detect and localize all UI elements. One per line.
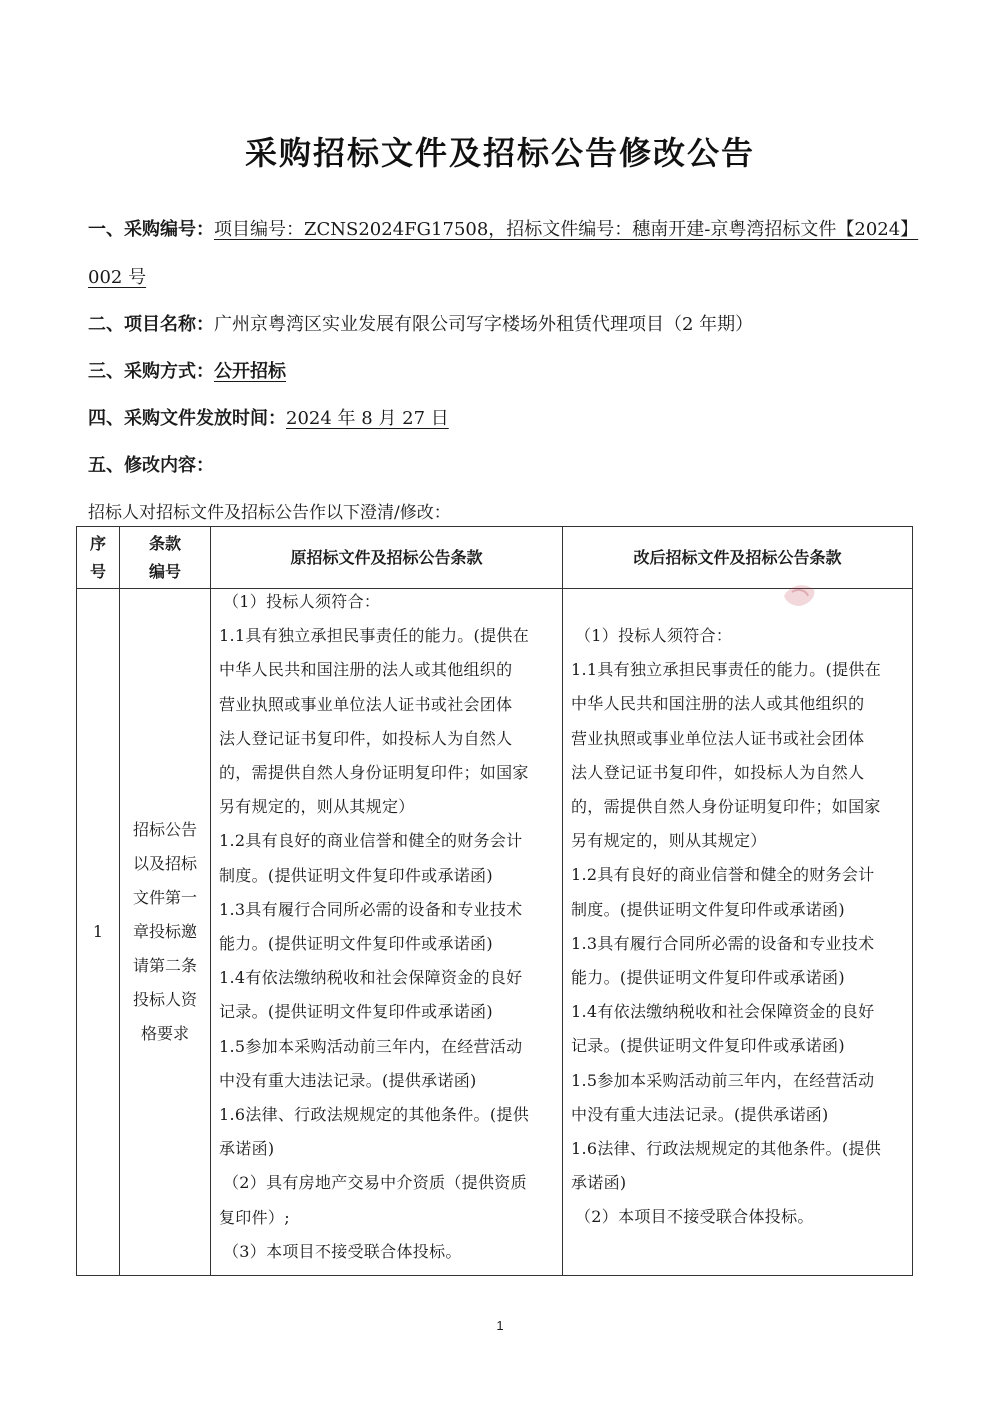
original-line: 能力。(提供证明文件复印件或承诺函) [219, 934, 493, 954]
revised-line: 记录。(提供证明文件复印件或承诺函) [571, 1036, 845, 1056]
procurement-number-continued [88, 265, 146, 291]
clause-line: 格要求 [140, 1024, 189, 1043]
header-seq [77, 527, 120, 589]
revised-line: （1）投标人须符合： [575, 626, 733, 645]
revised-line: 1.3具有履行合同所必需的设备和专业技术 [571, 933, 875, 953]
original-line: 复印件）; [219, 1207, 290, 1227]
amendment-content-field [88, 453, 214, 479]
revised-line: 1.1具有独立承担民事责任的能力。(提供在 [571, 660, 881, 680]
clause-line: 文件第一 [132, 888, 197, 907]
revised-line: 中华人民共和国注册的法人或其他组织的 [571, 694, 865, 714]
issue-time-value: 2024 年 8 月 27 日 [286, 408, 449, 429]
original-line: 的，需提供自然人身份证明复印件；如国家 [219, 763, 529, 783]
revised-line: 制度。(提供证明文件复印件或承诺函) [571, 899, 845, 919]
revised-line: 1.6法律、行政法规规定的其他条件。(提供 [571, 1139, 881, 1159]
original-line: （2）具有房地产交易中介资质（提供资质 [223, 1173, 527, 1193]
red-stamp-mark [780, 578, 820, 612]
procurement-number-value: 项目编号：ZCNS2024FG17508，招标文件编号：穗南开建-京粤湾招标文件【2024】 [214, 219, 919, 240]
header-clause-line2: 编号 [148, 561, 181, 581]
row-revised-clause [563, 589, 913, 1276]
amendment-content-label: 五、修改内容： [88, 455, 214, 476]
revised-line: 法人登记证书复印件，如投标人为自然人 [571, 762, 865, 782]
original-line: 1.6法律、行政法规规定的其他条件。(提供 [219, 1105, 529, 1125]
procurement-number-value-line2: 002 号 [88, 267, 147, 288]
original-line: 1.3具有履行合同所必需的设备和专业技术 [219, 899, 523, 919]
revised-line: 1.4有依法缴纳税收和社会保障资金的良好 [571, 1002, 875, 1022]
clause-line: 投标人资 [132, 990, 197, 1009]
header-original-clause: 原招标文件及招标公告条款 [211, 527, 563, 589]
revised-line: 能力。(提供证明文件复印件或承诺函) [571, 968, 845, 988]
revised-line: 1.5参加本采购活动前三年内，在经营活动 [571, 1070, 875, 1090]
revised-line: 营业执照或事业单位法人证书或社会团体 [571, 728, 865, 748]
project-name-label: 二、项目名称： [88, 314, 214, 335]
header-clause-no [120, 527, 211, 589]
procurement-number-field [88, 217, 918, 243]
original-line: 1.2具有良好的商业信誉和健全的财务会计 [219, 831, 523, 851]
header-seq-line1: 序 [89, 533, 106, 553]
amendment-table [76, 526, 913, 1276]
original-line: 中华人民共和国注册的法人或其他组织的 [219, 660, 513, 680]
procurement-number-label: 一、采购编号： [88, 219, 214, 240]
procurement-method-field [88, 359, 286, 385]
project-name-field [88, 312, 753, 338]
revised-line: 1.2具有良好的商业信誉和健全的财务会计 [571, 865, 875, 885]
original-line: 另有规定的，则从其规定） [219, 797, 415, 817]
amendment-intro: 招标人对招标文件及招标公告作以下澄清/修改： [88, 503, 451, 523]
revised-line: （2）本项目不接受联合体投标。 [575, 1207, 814, 1227]
revised-line: 的，需提供自然人身份证明复印件；如国家 [571, 797, 881, 817]
original-line: 1.1具有独立承担民事责任的能力。(提供在 [219, 626, 529, 646]
original-line: 承诺函) [219, 1139, 275, 1159]
clause-line: 请第二条 [132, 956, 197, 975]
revised-line: 承诺函) [571, 1173, 627, 1193]
clause-line: 招标公告 [132, 820, 197, 839]
revised-line: 另有规定的，则从其规定） [571, 831, 767, 851]
original-line: 1.5参加本采购活动前三年内，在经营活动 [219, 1036, 523, 1056]
clause-line: 章投标邀 [132, 922, 197, 941]
original-line: 法人登记证书复印件，如投标人为自然人 [219, 728, 513, 748]
project-name-value: 广州京粤湾区实业发展有限公司写字楼场外租赁代理项目（2 年期） [214, 314, 754, 335]
header-revised-clause: 改后招标文件及招标公告条款 [563, 527, 913, 589]
issue-time-label: 四、采购文件发放时间： [88, 408, 286, 429]
page-number: 1 [496, 1318, 504, 1333]
original-line: （3）本项目不接受联合体投标。 [223, 1241, 462, 1261]
original-line: 记录。(提供证明文件复印件或承诺函) [219, 1002, 493, 1022]
revised-line: 中没有重大违法记录。(提供承诺函) [571, 1104, 829, 1124]
row-original-clause [211, 589, 563, 1276]
procurement-method-value: 公开招标 [214, 361, 286, 382]
row-seq: 1 [77, 589, 120, 1276]
original-line: 中没有重大违法记录。(提供承诺函) [219, 1070, 477, 1090]
row-clause-no [120, 589, 211, 1276]
header-seq-line2: 号 [89, 561, 106, 581]
table-row [77, 589, 913, 1276]
issue-time-field [88, 406, 449, 432]
clause-line: 以及招标 [132, 854, 197, 873]
procurement-method-label: 三、采购方式： [88, 361, 214, 382]
original-line: 营业执照或事业单位法人证书或社会团体 [219, 694, 513, 714]
original-line: （1）投标人须符合： [223, 592, 381, 611]
original-line: 制度。(提供证明文件复印件或承诺函) [219, 865, 493, 885]
header-clause-line1: 条款 [148, 533, 181, 553]
document-title: 采购招标文件及招标公告修改公告 [244, 134, 755, 172]
original-line: 1.4有依法缴纳税收和社会保障资金的良好 [219, 968, 523, 988]
